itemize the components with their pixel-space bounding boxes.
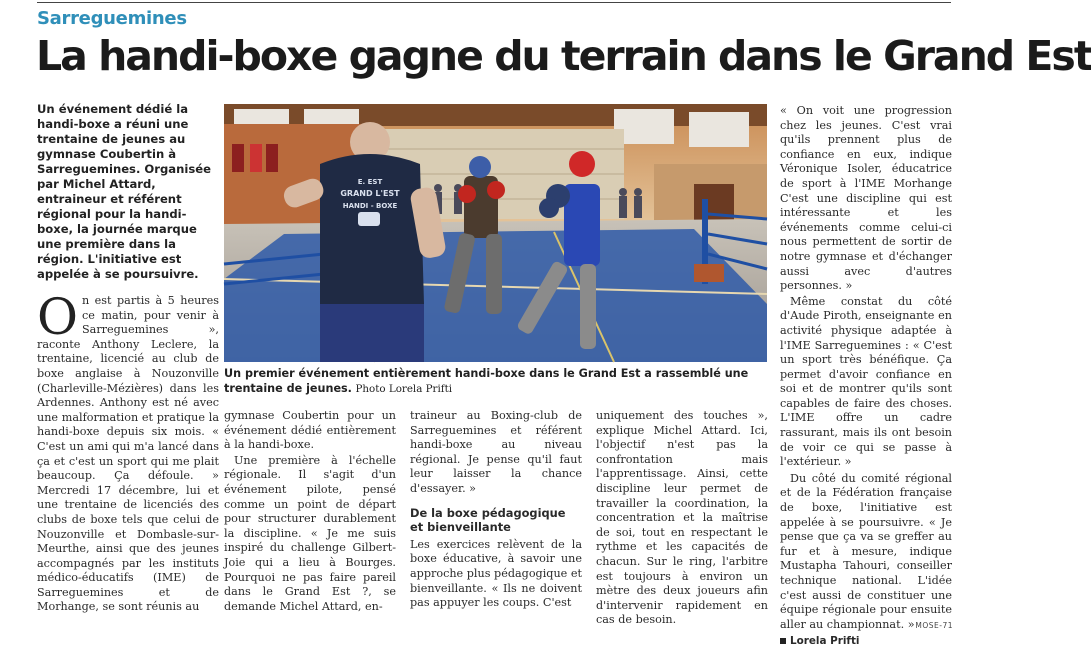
page-folio: MOSE-71: [915, 621, 953, 630]
shirt-text-3: HANDI - BOXE: [342, 202, 398, 210]
kicker: Sarreguemines: [37, 8, 187, 29]
byline-square-icon: [780, 638, 786, 644]
photo-caption: [224, 366, 767, 397]
body-paragraph: Du côté du comité régional et de la Fédération française de boxe, l'initiative est appelée à se poursuivre. « Je pense que ça va se greffer au fur et à mesure, indique Mustapha Tahouri, conseiller technique national. L'idée c'est aussi de constituer une équipe régionale pour ensuite aller au championnat. »: [780, 471, 952, 631]
body-paragraph: uniquement des touches », explique Michel Attard. Ici, l'objectif n'est pas la confrontation mais l'apprentissage. Ainsi, cette discipline leur permet de travailler la coordination, la concentration et la maîtrise de soi, tout en respectant le rythme et les capacités de chacun. Sur le ring, l'arbitre est toujours à environ un mètre des deux joueurs afin d'intervenir rapidement en cas de besoin.: [596, 409, 768, 627]
photo-credit: Photo Lorela Prifti: [355, 383, 453, 395]
column-3: [410, 409, 582, 612]
body-paragraph: Les exercices relèvent de la boxe éducative, à savoir une approche plus pédagogique et bienveillante. « Ils ne doivent pas appuyer les coups. C'est: [410, 537, 582, 610]
top-rule: [37, 2, 951, 3]
body-paragraph: traineur au Boxing-club de Sarreguemines et référent handi-boxe au niveau régional. Je pense qu'il faut leur laisser la chance d'essayer. »: [410, 409, 582, 495]
caption-text: Un premier événement entièrement handi-boxe dans le Grand Est a rassemblé une trentaine de jeunes.: [224, 367, 749, 395]
shirt-text-2: GRAND L'EST: [340, 189, 400, 198]
column-1: [37, 102, 219, 616]
byline-author: Lorela Prifti: [790, 635, 860, 648]
article-photo: [224, 104, 767, 362]
shirt-text-1: E. EST: [357, 178, 383, 186]
body-paragraph: [37, 288, 219, 615]
body-paragraph: Une première à l'échelle régionale. Il s'agit d'un événement pilote, pensé comme un point de départ pour structurer durablement la discipline. « Je me suis inspiré du challenge Gilbert-Joie qui a lieu à Bourges. Pourquoi ne pas faire pareil dans le Grand Est ?, se demande Michel Attard, en-: [224, 453, 396, 613]
column-4: [596, 409, 768, 629]
subheading: De la boxe pédagogique et bienveillante: [410, 505, 566, 535]
byline: [780, 634, 952, 649]
headline: La handi-boxe gagne du terrain dans le Grand Est: [36, 32, 1091, 80]
body-paragraph: gymnase Coubertin pour un événement dédié entièrement à la handi-boxe.: [224, 409, 396, 452]
column-5: [780, 104, 952, 649]
body-paragraph: Même constat du côté d'Aude Piroth, enseignante en activité physique adaptée à l'IME Sarreguemines : « C'est un sport très bénéfique. Ça permet d'avoir confiance en soi et de montrer qu'ils sont capables de faire des choses. L'IME offre un cadre rassurant, mais ils ont besoin de voir ce qui se passe à l'extérieur. »: [780, 294, 952, 469]
column-2: [224, 409, 396, 615]
body-text: n est partis à 5 heures ce matin, pour venir à Sarreguemines », raconte Anthony Leclere, la trentaine, licencié au club de boxe anglaise à Nouzonville (Charleville-Mézières) dans les Ardennes. Anthony est né avec une malformation et pratique la handi-boxe depuis six mois. « C'est un ami qui m'a lancé dans ça et c'est un sport qui me plait beaucoup. Ça défoule. » Mercredi 17 décembre, lui et une trentaine de licenciés des clubs de boxe tels que celui de Nouzonville et Dombasle-sur-Meurthe, ainsi que des jeunes accompagnés par les instituts médico-éducatifs (IME) de Sarreguemines et de Morhange, se sont réunis au: [37, 294, 219, 614]
body-paragraph: « On voit une progression chez les jeunes. C'est vrai qu'ils prennent plus de confiance en eux, indique Véronique Isoler, éducatrice de sport à l'IME Morhange C'est une discipline qui est intéressante et les événements comme celui-ci nous permettent de sortir de notre gymnase et d'échanger aussi avec d'autres personnes. »: [780, 104, 952, 293]
drop-cap: O: [37, 288, 78, 346]
lead-paragraph: Un événement dédié la handi-boxe a réuni une trentaine de jeunes au gymnase Coubertin à Sarreguemines. Organisée par Michel Attard, entraineur et référent régional pour la handi-boxe, la journée marque une première dans la région. L'initiative est appelée à se poursuivre.: [37, 102, 211, 281]
